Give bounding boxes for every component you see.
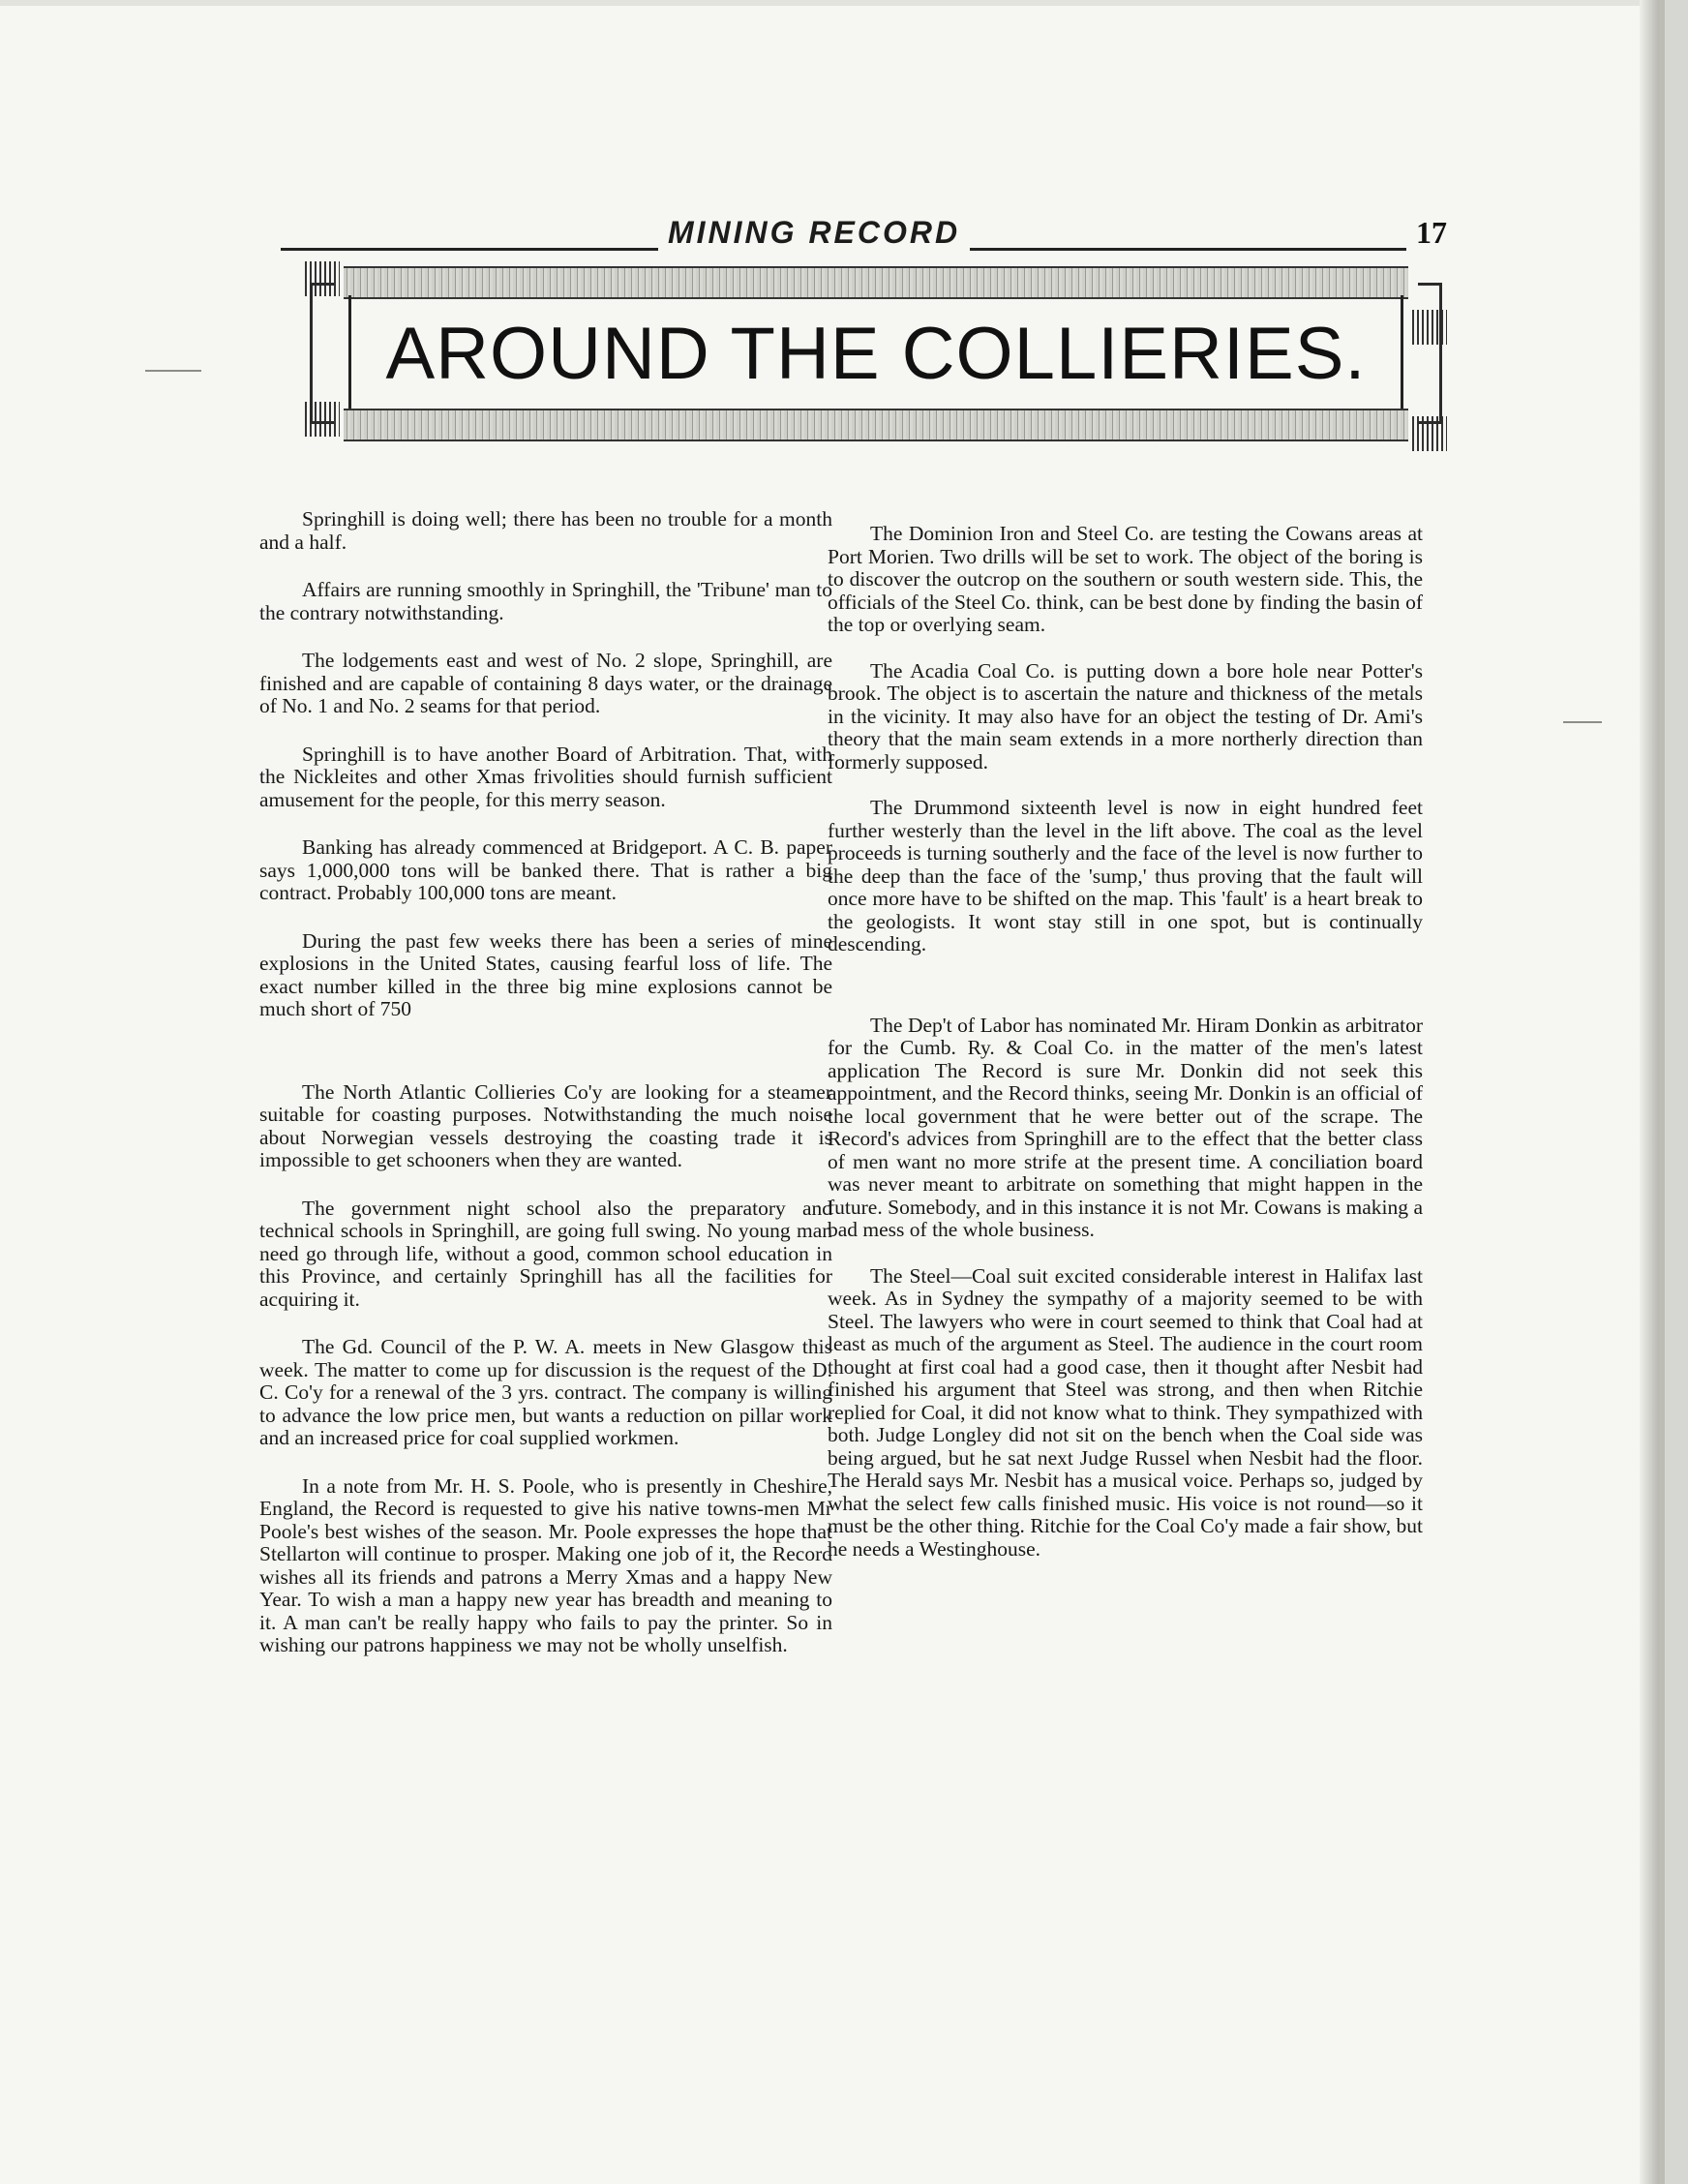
paragraph: During the past few weeks there has been a series of mine explosions in the United States, causing fearful loss of life. The exact number killed in the three big mine explosions cannot be much short of 750 (259, 928, 832, 1020)
left-column (259, 508, 832, 1657)
paragraph: The Drummond sixteenth level is now in eight hundred feet further westerly than the level in the lift above. The coal as the level proceeds is turning southerly and the face of the level is now further to the deep than the face of the 'sump,' thus proving that the fault will once more have to be shifted on the map. This 'fault' is a heart break to the geologists. It wont stay still in one spot, but is continually descending. (828, 796, 1423, 956)
page-number: 17 (1406, 215, 1447, 251)
paragraph: In a note from Mr. H. S. Poole, who is presently in Cheshire, England, the Record is requested to give his native towns-men Mr Poole's best wishes of the season. Mr. Poole expresses the hope that Stellarton will continue to prosper. Making one job of it, the Record wishes all its friends and patrons a Merry Xmas and a happy New Year. To wish a man a happy new year has breadth and meaning to it. A man can't be really happy who fails to pay the printer. So in wishing our patrons happiness we may not be wholly unselfish. (259, 1473, 832, 1656)
paragraph: The North Atlantic Collieries Co'y are looking for a steamer suitable for coasting purposes. Notwithstanding the much noise about Norwegian vessels destroying the coasting trade it is impossible to get schooners when they are wanted. (259, 1079, 832, 1171)
right-margin-mark (1563, 721, 1602, 723)
banner-bracket-left (310, 283, 334, 424)
section-banner (305, 261, 1447, 455)
left-margin-mark (145, 370, 201, 372)
banner-band-top (344, 266, 1408, 299)
section-headline: AROUND THE COLLIERIES. (385, 313, 1367, 395)
paragraph: The lodgements east and west of No. 2 slope, Springhill, are finished and are capable of containing 8 days water, or the drainage of No. 1 and No. 2 seams for that period. (259, 649, 832, 717)
paragraph: Springhill is doing well; there has been no trouble for a month and a half. (259, 507, 832, 554)
page-edge-shadow (1640, 0, 1659, 2184)
publication-title: MINING RECORD (658, 215, 970, 251)
paragraph: Banking has already commenced at Bridgeport. A C. B. paper says 1,000,000 tons will be banked there. That is rather a big contract. Probably 100,000 tons are meant. (259, 835, 832, 904)
paragraph: Affairs are running smoothly in Springhill, the 'Tribune' man to the contrary notwithstanding. (259, 578, 832, 624)
paragraph: The Dominion Iron and Steel Co. are testing the Cowans areas at Port Morien. Two drills will be set to work. The object of the boring is to discover the outcrop on the southern or south western side. This, the officials of the Steel Co. think, can be best done by finding the basin of the top or overlying seam. (828, 522, 1423, 636)
paragraph: The government night school also the preparatory and technical schools in Springhill, are going full swing. No young man need go through life, without a good, common school education in this Province, and certainly Springhill has all the facilities for acquiring it. (259, 1196, 832, 1311)
banner-bracket-right (1418, 283, 1442, 424)
banner-band-bottom (344, 409, 1408, 441)
paragraph: The Gd. Council of the P. W. A. meets in New Glasgow this week. The matter to come up for discussion is the request of the D. C. Co'y for a renewal of the 3 yrs. contract. The company is willing to advance the low price men, but wants a reduction on pillar work and an increased price for coal supplied workmen. (259, 1335, 832, 1449)
paragraph: The Dep't of Labor has nominated Mr. Hiram Donkin as arbitrator for the Cumb. Ry. & Coal Co. in the matter of the men's latest application The Record is sure Mr. Donkin did not seek this appointment, and the Record thinks, seeing Mr. Donkin is an official of the local government that he were better out of the scrape. The Record's advices from Springhill are to the effect that the better class of men want no more strife at the present time. A conciliation board was never meant to arbitrate on something that might happen in the future. Somebody, and in this instance it is not Mr. Cowans is making a bad mess of the whole business. (828, 1013, 1423, 1241)
paragraph: The Steel—Coal suit excited considerable interest in Halifax last week. As in Sydney the sympathy of a majority seemed to be with Steel. The lawyers who were in court seemed to think that Coal had at least as much of the argument as Steel. The audience in the court room thought at first coal had a good case, then it thought after Nesbit had finished his argument that Steel was strong, and then when Ritchie replied for Coal, it did not know what to think. They sympathized with both. Judge Longley did not sit on the bench when the Coal side was being argued, but he sat next Judge Russel when Nesbit had the floor. The Herald says Mr. Nesbit has a musical voice. Perhaps so, judged by what the select few calls finished music. His voice is not round—so it must be the other thing. Ritchie for the Coal Co'y made a fair show, but he needs a Westinghouse. (828, 1263, 1423, 1561)
paragraph: Springhill is to have another Board of Arbitration. That, with the Nickleites and other Xmas frivolities should furnish sufficient amusement for the people, for this merry season. (259, 742, 832, 811)
paragraph: The Acadia Coal Co. is putting down a bore hole near Potter's brook. The object is to ascertain the nature and thickness of the metals in the vicinity. It may also have for an object the testing of Dr. Ami's theory that the main seam extends in a more northerly direction than formerly supposed. (828, 658, 1423, 774)
right-column (828, 523, 1423, 1561)
